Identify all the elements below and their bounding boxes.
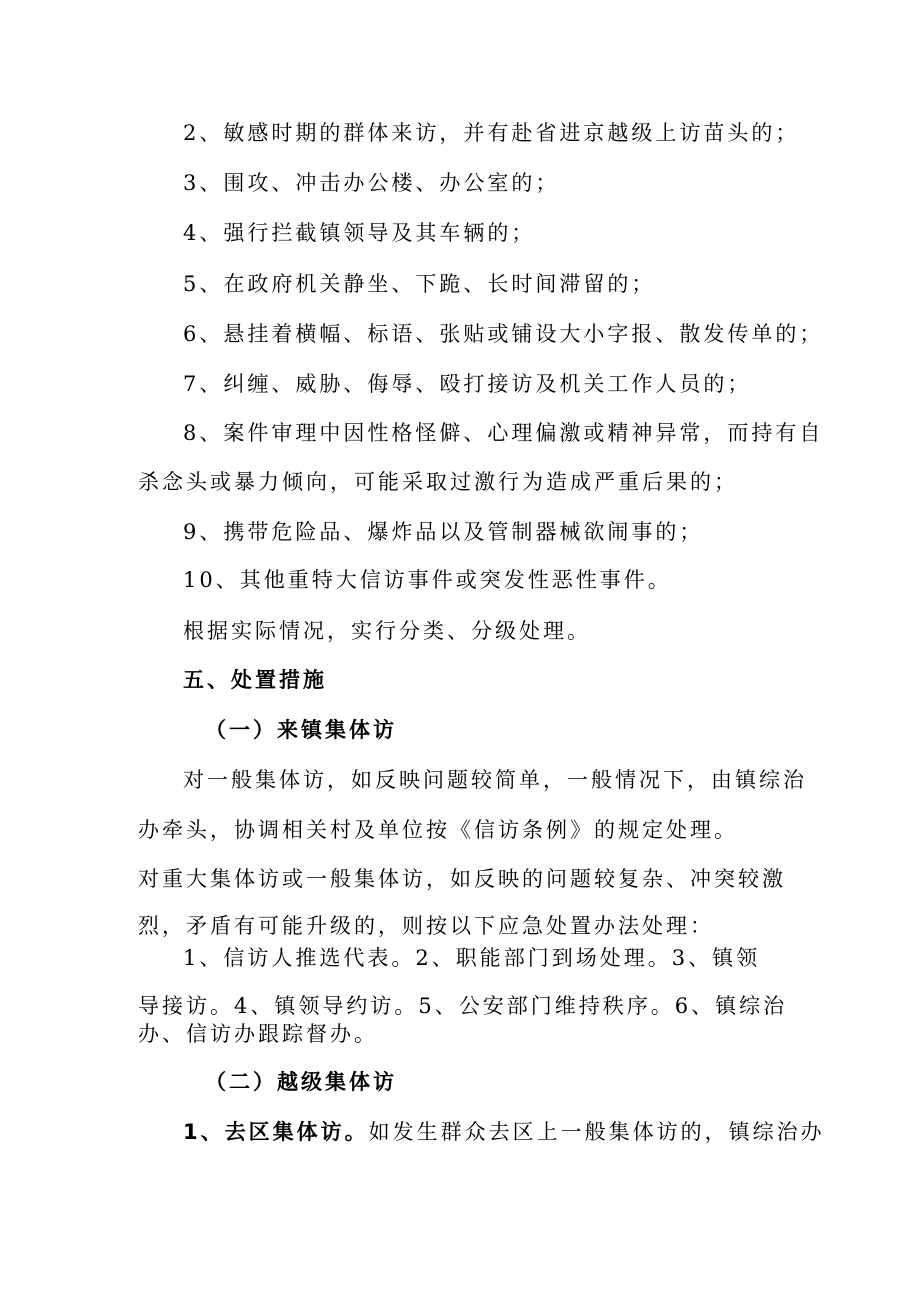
item-3: 3、围攻、冲击办公楼、办公室的； (183, 171, 560, 195)
paragraph-4-line-1 (183, 1118, 825, 1146)
paragraph-1-line-2: 办牵头，协调相关村及单位按《信访条例》的规定处理。 (138, 818, 738, 842)
item-5: 5、在政府机关静坐、下跪、长时间滞留的； (183, 272, 656, 296)
item-9: 9、携带危险品、爆炸品以及管制器械欲闹事的； (183, 520, 704, 544)
item-10: 10、其他重特大信访事件或突发性恶性事件。 (183, 568, 672, 592)
paragraph-4-lead: 1、去区集体访。 (183, 1120, 369, 1144)
subsection-1-heading: （一）来镇集体访 (205, 718, 397, 742)
item-8-line-2: 杀念头或暴力倾向，可能采取过激行为造成严重后果的； (138, 470, 738, 494)
paragraph-1-line-1: 对一般集体访，如反映问题较简单，一般情况下，由镇综治 (183, 768, 807, 792)
paragraph-4-text: 如发生群众去区上一般集体访的，镇综治办 (368, 1120, 825, 1144)
paragraph-2-line-2: 烈，矛盾有可能升级的，则按以下应急处置办法处理： (138, 914, 714, 938)
item-6: 6、悬挂着横幅、标语、张贴或铺设大小字报、散发传单的； (183, 322, 824, 346)
subsection-2-heading: （二）越级集体访 (205, 1070, 397, 1094)
item-4: 4、强行拦截镇领导及其车辆的； (183, 221, 536, 245)
classification-note: 根据实际情况，实行分类、分级处理。 (183, 619, 591, 643)
paragraph-3-line-2: 导接访。4、镇领导约访。5、公安部门维持秩序。6、镇综治 (138, 994, 788, 1018)
paragraph-2-line-1: 对重大集体访或一般集体访，如反映的问题较复杂、冲突较激 (138, 867, 786, 891)
item-7: 7、纠缠、威胁、侮辱、殴打接访及机关工作人员的； (183, 372, 752, 396)
item-2: 2、敏感时期的群体来访，并有赴省进京越级上访苗头的； (183, 121, 800, 145)
section-5-heading: 五、处置措施 (183, 668, 327, 692)
paragraph-3-line-3: 办、信访办跟踪督办。 (138, 1022, 378, 1046)
item-8-line-1: 8、案件审理中因性格怪僻、心理偏激或精神异常，而持有自 (183, 421, 824, 445)
paragraph-3-line-1: 1、信访人推选代表。2、职能部门到场处理。3、镇领 (183, 946, 761, 970)
